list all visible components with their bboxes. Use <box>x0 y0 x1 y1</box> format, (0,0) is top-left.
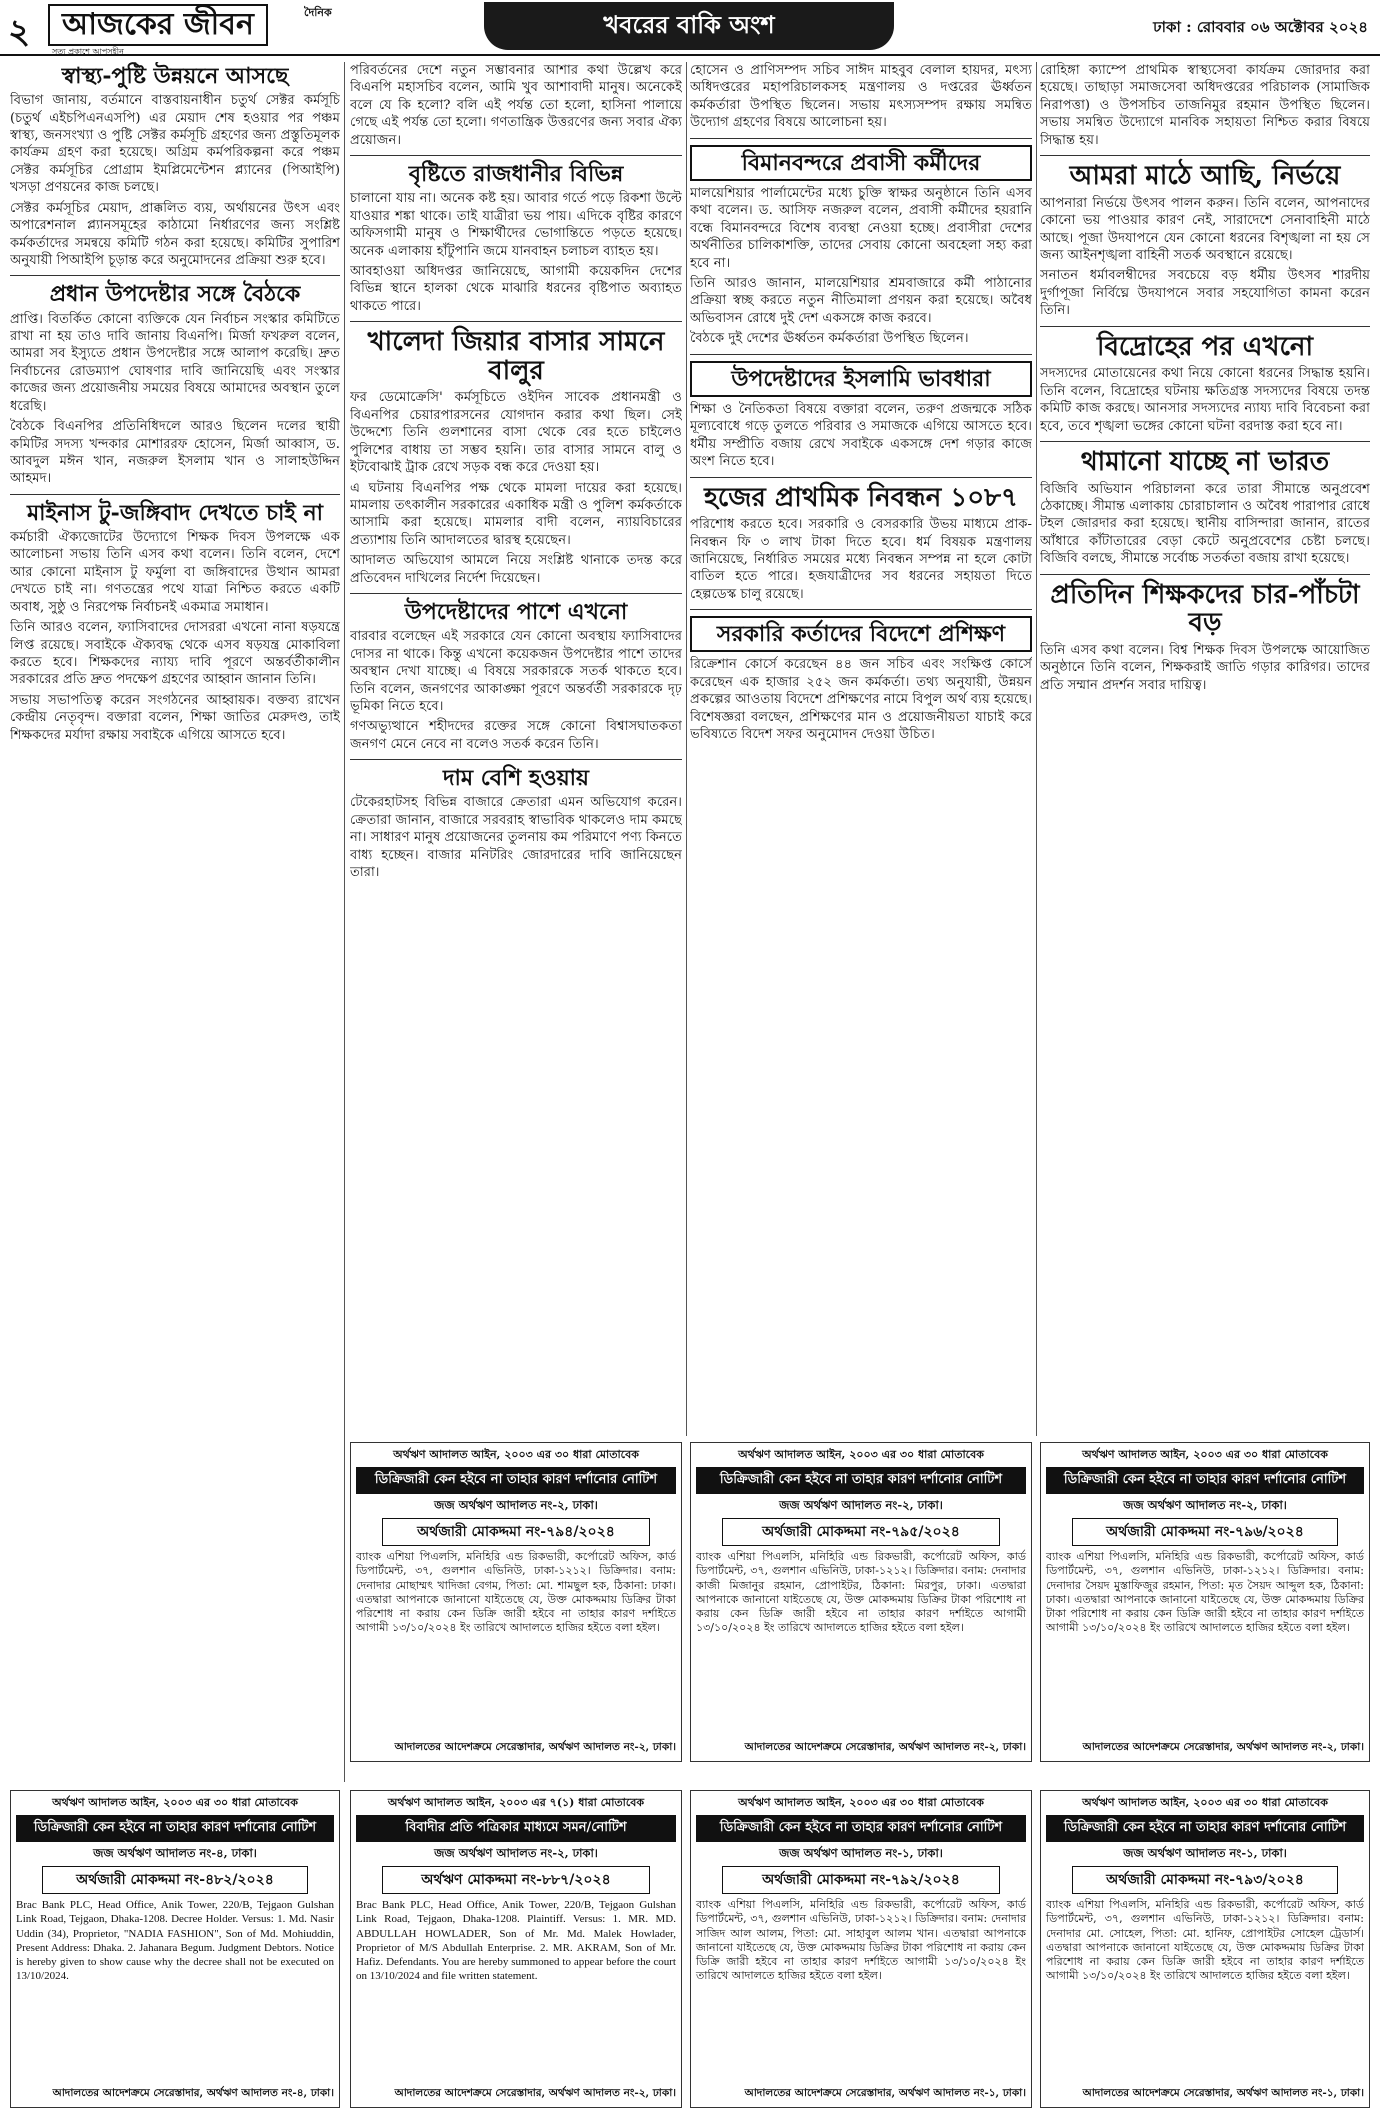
notice-case-number: অর্থজারী মোকদ্দমা নং-৭৯৩/২০২৪ <box>1072 1866 1338 1894</box>
court-notice <box>350 1790 682 2108</box>
notice-caption: অর্থঋণ আদালত আইন, ২০০৩ এর ৩০ ধারা মোতাবেক <box>52 1796 298 1809</box>
story-headline[interactable]: হজের প্রাথমিক নিবন্ধন ১০৮৭ <box>704 482 1018 513</box>
story-divider <box>690 609 1032 610</box>
notice-case-number: অর্থজারী মোকদ্দমা নং-৭৯২/২০২৪ <box>722 1866 1000 1894</box>
notice-case-number: অর্থজারী মোকদ্দমা নং-৭৯৬/২০২৪ <box>1072 1518 1338 1546</box>
news-story <box>350 766 682 881</box>
story-paragraph: আদালত অভিযোগ আমলে নিয়ে সংশ্লিষ্ট থানাকে তদন্ত করে প্রতিবেদন দাখিলের নির্দেশ দিয়েছেন। <box>350 553 682 586</box>
story-divider <box>350 759 682 760</box>
notice-court: জজ অর্থঋণ আদালত নং-১, ঢাকা। <box>1123 1846 1287 1860</box>
story-paragraph: গণঅভ্যুত্থানে শহীদদের রক্তের সঙ্গে কোনো বিশ্বাসঘাতকতা জনগণ মেনে নেবে না বলেও সতর্ক করেন তিনি। <box>350 719 682 752</box>
story-paragraph: সনাতন ধর্মাবলম্বীদের সবচেয়ে বড় ধর্মীয় উৎসব শারদীয় দুর্গাপূজা নির্বিঘ্নে উদযাপনে সবার সহযোগিতা কামনা করেন তিনি। <box>1040 268 1370 319</box>
court-notice <box>690 1442 1032 1762</box>
story-paragraph: বারবার বলেছেন এই সরকারে যেন কোনো অবস্থায় ফ্যাসিবাদের দোসর না থাকে। কিন্তু এখনো কয়েকজন উপদেষ্টার পাশে তাদের অবস্থান দেখা যাচ্ছে। এ বিষয়ে সরকারকে সতর্ক থাকতে হবে। তিনি বলেন, জনগণের আকাঙ্ক্ষা পূরণে অন্তর্বর্তী সরকারকে দৃঢ় ভূমিকা নিতে হবে। <box>350 629 682 714</box>
story-headline[interactable]: বৃষ্টিতে রাজধানীর বিভিন্ন <box>408 161 624 188</box>
notice-caption: অর্থঋণ আদালত আইন, ২০০৩ এর ৩০ ধারা মোতাবেক <box>1082 1796 1328 1809</box>
notice-court: জজ অর্থঋণ আদালত নং-২, ঢাকা। <box>779 1498 943 1512</box>
notice-body: ব্যাংক এশিয়া পিএলসি, মনিহিরি এন্ড রিকভারী, কর্পোরেট অফিস, কার্ড ডিপার্টমেন্ট, ৩৭, গুলশান এভিনিউ, ঢাকা-১২১২। ডিক্রিদার। বনাম: দেনাদার সৈয়দ মুস্তাফিজুর রহমান, পিতা: মৃত সৈয়দ আব্দুল হক, ঠিকানা: ঢাকা। এতদ্বারা আপনাকে জানানো যাইতেছে যে, উক্ত মোকদ্দমায় ডিক্রির টাকা পরিশোধ না করায় কেন ডিক্রি জারী হইবে না তাহার কারণ দর্শাইতে আগামী ১৩/১০/২০২৪ ইং তারিখে আদালতে হাজির হইতে বলা হইল। <box>1046 1550 1364 1635</box>
notice-footer: আদালতের আদেশক্রমে সেরেস্তাদার, অর্থঋণ আদালত নং-২, ঢাকা। <box>394 2087 676 2099</box>
news-story <box>690 484 1032 604</box>
story-paragraph: রোহিঙ্গা ক্যাম্পে প্রাথমিক স্বাস্থ্যসেবা কার্যক্রম জোরদার করা হয়েছে। তাছাড়া সমাজসেবা অধিদপ্তরের পরিচালক (সামাজিক নিরাপত্তা) ও উপসচিব তাজনিমুর রহমান উপস্থিত ছিলেন। সভায় সমন্বিত উদ্যোগে মানবিক সহায়তা নিশ্চিত করার বিষয়ে সিদ্ধান্ত হয়। <box>1040 63 1370 148</box>
masthead <box>0 0 1380 56</box>
tagline: সত্য প্রকাশে আপসহীন <box>52 47 124 56</box>
story-headline[interactable]: উপদেষ্টাদের ইসলামি ভাবধারা <box>690 361 1032 397</box>
notice-footer: আদালতের আদেশক্রমে সেরেস্তাদার, অর্থঋণ আদালত নং-১, ঢাকা। <box>1082 2087 1364 2099</box>
notice-body: ব্যাংক এশিয়া পিএলসি, মনিহিরি এন্ড রিকভারী, কর্পোরেট অফিস, কার্ড ডিপার্টমেন্ট, ৩৭, গুলশান এভিনিউ, ঢাকা-১২১২। ডিক্রিদার। বনাম: দেনাদার মোছাম্মৎ খাদিজা বেগম, পিতা: মো. শামছুল হক, ঠিকানা: ঢাকা। এতদ্বারা আপনাকে জানানো যাইতেছে যে, উক্ত মোকদ্দমায় ডিক্রির টাকা পরিশোধ না করায় কেন ডিক্রি জারী হইবে না তাহার কারণ দর্শাইতে আগামী ১৩/১০/২০২৪ ইং তারিখে আদালতে হাজির হইতে বলা হইল। <box>356 1550 676 1635</box>
story-headline[interactable]: প্রতিদিন শিক্ষকদের চার-পাঁচটা বড় <box>1050 579 1360 639</box>
notice-banner: ডিক্রিজারী কেন হইবে না তাহার কারণ দর্শানোর নোটিশ <box>1046 1467 1364 1494</box>
story-paragraph: আপনারা নির্ভয়ে উৎসব পালন করুন। তিনি বলেন, আপনাদের কোনো ভয় পাওয়ার কারণ নেই, সারাদেশে সেনাবাহিনী মাঠে আছে। পূজা উদযাপনে যেন কোনো ধরনের বিশৃঙ্খলা না হয় সে জন্য আইনশৃঙ্খলা বাহিনী সতর্ক অবস্থানে রয়েছে। <box>1040 195 1370 263</box>
story-headline[interactable]: উপদেষ্টাদের পাশে এখনো <box>404 599 628 626</box>
news-story <box>10 282 340 487</box>
notice-body: Brac Bank PLC, Head Office, Anik Tower, 220/B, Tejgaon Gulshan Link Road, Tejgaon, Dhaka-1208. Decree Holder. Versus: 1. Md. Nasir Uddin (34), Proprietor, "NADIA FASHION", Son of Md. Mohiuddin, Present Address: Dhaka. 2. Jahanara Begum. Judgment Debtors. Notice is hereby given to show cause why the decree shall not be executed on 13/10/2024. <box>16 1899 334 1983</box>
story-divider <box>1040 155 1370 156</box>
story-divider <box>10 275 340 276</box>
notice-banner: ডিক্রিজারী কেন হইবে না তাহার কারণ দর্শানোর নোটিশ <box>356 1467 676 1494</box>
news-column-3 <box>690 62 1032 1436</box>
story-divider <box>10 494 340 495</box>
column-rule <box>686 62 687 1436</box>
story-headline[interactable]: স্বাস্থ্য-পুষ্টি উন্নয়নে আসছে <box>61 63 289 89</box>
notice-caption: অর্থঋণ আদালত আইন, ২০০৩ এর ৩০ ধারা মোতাবেক <box>393 1448 639 1461</box>
court-notice <box>350 1442 682 1762</box>
story-divider <box>1040 441 1370 442</box>
story-headline[interactable]: আমরা মাঠে আছি, নির্ভয়ে <box>1069 161 1341 192</box>
news-story <box>690 361 1032 471</box>
notice-case-number: অর্থঋণ মোকদ্দমা নং-৮৮৭/২০২৪ <box>382 1866 650 1894</box>
story-paragraph: পরিশোধ করতে হবে। সরকারি ও বেসরকারি উভয় মাধ্যমে প্রাক-নিবন্ধন ফি ৩ লাখ টাকা দিতে হবে। ধর্ম বিষয়ক মন্ত্রণালয় জানিয়েছে, নির্ধারিত সময়ের মধ্যে নিবন্ধন সম্পন্ন না হলে কোটা বাতিল হতে পারে। হজযাত্রীদের সব ধরনের সহায়তা দিতে হেল্পডেস্ক চালু রয়েছে। <box>690 517 1032 602</box>
story-divider <box>1040 326 1370 327</box>
story-paragraph: সভায় সভাপতিত্ব করেন সংগঠনের আহ্বায়ক। বক্তব্য রাখেন কেন্দ্রীয় নেতৃবৃন্দ। বক্তারা বলেন, শিক্ষা জাতির মেরুদণ্ড, তাই শিক্ষকদের মর্যাদা রক্ষায় সবাইকে এগিয়ে আসতে হবে। <box>10 692 340 743</box>
story-headline[interactable]: খালেদা জিয়ার বাসার সামনে বালুর <box>367 327 665 386</box>
court-notice <box>1040 1442 1370 1762</box>
story-headline[interactable]: বিদ্রোহের পর এখনো <box>1097 331 1313 362</box>
notice-caption: অর্থঋণ আদালত আইন, ২০০৩ এর ৭(১) ধারা মোতাবেক <box>387 1796 645 1809</box>
story-paragraph: তিনি এসব কথা বলেন। বিশ্ব শিক্ষক দিবস উপলক্ষে আয়োজিত অনুষ্ঠানে তিনি বলেন, শিক্ষকরাই জাতি গড়ার কারিগর। তাদের প্রতি সম্মান প্রদর্শন সবার দায়িত্ব। <box>1040 642 1370 693</box>
story-paragraph: বিভাগ জানায়, বর্তমানে বাস্তবায়নাধীন চতুর্থ সেক্টর কর্মসূচি (চতুর্থ এইচপিএনএসপি) এর মেয়াদ শেষ হওয়ার পর পঞ্চম স্বাস্থ্য, জনসংখ্যা ও পুষ্টি সেক্টর কর্মসূচি গ্রহণের জন্য প্রস্তুতিমূলক কার্যক্রম গ্রহণ করা হয়েছে। অগ্রিম কর্মপরিকল্পনা করে পঞ্চম সেক্টর কর্মসূচির প্রোগ্রাম ইমপ্লিমেন্টেশন প্ল্যানের (পিআইপি) খসড়া প্রণয়নের কাজ চলছে। <box>10 93 340 196</box>
story-divider <box>690 477 1032 478</box>
news-column-4 <box>1040 62 1370 1436</box>
news-story <box>350 162 682 315</box>
notice-body: ব্যাংক এশিয়া পিএলসি, মনিহিরি এন্ড রিকভারী, কর্পোরেট অফিস, কার্ড ডিপার্টমেন্ট, ৩৭, গুলশান এভিনিউ, ঢাকা-১২১২। ডিক্রিদার। বনাম: দেনাদার সাজিদ আল আলম, পিতা: মো. সাহাবুল আলম খান। এতদ্বারা আপনাকে জানানো যাইতেছে যে, উক্ত মোকদ্দমায় ডিক্রির টাকা পরিশোধ না করায় কেন ডিক্রি জারী হইবে না তাহার কারণ দর্শাইতে আগামী ১৩/১০/২০২৪ ইং তারিখে আদালতে হাজির হইতে বলা হইল। <box>696 1898 1026 1983</box>
news-story <box>1040 448 1370 568</box>
story-paragraph: প্রাপ্তি। বিতর্কিত কোনো ব্যক্তিকে যেন নির্বাচন সংস্কার কমিটিতে রাখা না হয় তাও দাবি জানায় বিএনপি। মির্জা ফখরুল বলেন, আমরা সব ইস্যুতে প্রধান উপদেষ্টার সঙ্গে আলাপ করেছি। দ্রুত নির্বাচনের রোডম্যাপ ঘোষণার দাবি জানিয়েছি এবং সংস্কার কাজের জন্য প্রয়োজনীয় সময়ের বিষয়ে আমাদের অবস্থান তুলে ধরেছি। <box>10 311 340 414</box>
story-paragraph: পরিবর্তনের দেশে নতুন সম্ভাবনার আশার কথা উল্লেখ করে বিএনপি মহাসচিব বলেন, আমি খুব আশাবাদী মানুষ। অনেকেই বলে যে কি হলো? বলি এই পর্যন্ত তো হলো, হাসিনা পালায়ে গেছে এই পর্যন্ত তো হলো। গণতান্ত্রিক উত্তরণের জন্য সবার ঐক্য প্রয়োজন। <box>350 63 682 148</box>
notice-caption: অর্থঋণ আদালত আইন, ২০০৩ এর ৩০ ধারা মোতাবেক <box>738 1448 984 1461</box>
story-headline[interactable]: দাম বেশি হওয়ায় <box>442 765 589 792</box>
notice-footer: আদালতের আদেশক্রমে সেরেস্তাদার, অর্থঋণ আদালত নং-৪, ঢাকা। <box>52 2087 334 2099</box>
story-paragraph: হোসেন ও প্রাণিসম্পদ সচিব সাঈদ মাহবুব বেলাল হায়দর, মৎস্য অধিদপ্তরের মহাপরিচালকসহ মন্ত্রণালয় ও দপ্তরের ঊর্ধ্বতন কর্মকর্তারা উপস্থিত ছিলেন। সভায় মৎস্যসম্পদ রক্ষায় সমন্বিত উদ্যোগ গ্রহণের বিষয়ে আলোচনা হয়। <box>690 63 1032 131</box>
story-paragraph: তিনি আরও বলেন, ফ্যাসিবাদের দোসররা এখনো নানা ষড়যন্ত্রে লিপ্ত রয়েছে। সবাইকে ঐক্যবদ্ধ থেকে এসব ষড়যন্ত্র মোকাবিলা করতে হবে। শিক্ষকদের ন্যায্য দাবি পূরণে অন্তর্বর্তীকালীন সরকারের প্রতি দ্রুত পদক্ষেপ গ্রহণের আহ্বান জানান তিনি। <box>10 620 340 688</box>
news-story <box>1040 162 1370 320</box>
story-paragraph: ফর ডেমোক্রেসি' কর্মসূচিতে ওইদিন সাবেক প্রধানমন্ত্রী ও বিএনপির চেয়ারপারসনের যোগদান করার কথা ছিল। সেই উদ্দেশ্যে তিনি গুলশানের বাসা থেকে বের হতে চাইলেও পুলিশের বাধায় তা সম্ভব হয়নি। তার বাসার সামনে বালু ও ইটবোঝাই ট্রাক রেখে সড়ক বন্ধ করে দেওয়া হয়। <box>350 390 682 476</box>
notice-footer: আদালতের আদেশক্রমে সেরেস্তাদার, অর্থঋণ আদালত নং-২, ঢাকা। <box>1082 1741 1364 1753</box>
news-story <box>1040 581 1370 694</box>
court-notice <box>690 1790 1032 2108</box>
notice-body: ব্যাংক এশিয়া পিএলসি, মনিহিরি এন্ড রিকভারী, কর্পোরেট অফিস, কার্ড ডিপার্টমেন্ট, ৩৭, গুলশান এভিনিউ, ঢাকা-১২১২। ডিক্রিদার। বনাম: দেনাদার কাজী মিজানুর রহমান, প্রোপাইটর, ঠিকানা: মিরপুর, ঢাকা। এতদ্বারা আপনাকে জানানো যাইতেছে যে, উক্ত মোকদ্দমায় ডিক্রির টাকা পরিশোধ না করায় কেন ডিক্রি জারী হইবে না তাহার কারণ দর্শাইতে আগামী ১৩/১০/২০২৪ ইং তারিখে আদালতে হাজির হইতে বলা হইল। <box>696 1550 1026 1635</box>
news-story <box>350 62 682 149</box>
dateline: ঢাকা : রোববার ০৬ অক্টোবর ২০২৪ <box>1153 18 1368 36</box>
notice-banner: ডিক্রিজারী কেন হইবে না তাহার কারণ দর্শানোর নোটিশ <box>696 1815 1026 1842</box>
column-rule <box>1036 62 1037 1436</box>
story-divider <box>350 321 682 322</box>
court-notice <box>1040 1790 1370 2108</box>
notice-body: Brac Bank PLC, Head Office, Anik Tower, 220/B, Tejgaon Gulshan Link Road, Tejgaon, Dhaka-1208. Plaintiff. Versus: 1. MR. MD. ABDULLAH HOWLADER, Son of Mr. Md. Malek Howlader, Proprietor of M/S Abdullah Enterprise. 2. MR. AKRAM, Son of Mr. Hafiz. Defendants. You are hereby summoned to appear before the court on 13/10/2024 and file written statement. <box>356 1899 676 1983</box>
story-paragraph: টেকেরহাটসহ বিভিন্ন বাজারে ক্রেতারা এমন অভিযোগ করেন। ক্রেতারা জানান, বাজারে সরবরাহ স্বাভাবিক থাকলেও দাম কমছে না। সাধারণ মানুষ প্রয়োজনের তুলনায় কম পরিমাণে পণ্য কিনতে বাধ্য হচ্ছেন। বাজার মনিটরিং জোরদারের দাবি জানিয়েছেন তারা। <box>350 795 682 881</box>
story-paragraph: সেক্টর কর্মসূচির মেয়াদ, প্রাক্কলিত ব্যয়, অর্থায়নের উৎস এবং অপারেশনাল প্ল্যানসমূহের কাঠামো নির্ধারণের জন্য সংশ্লিষ্ট কর্মকর্তাদের সমন্বয়ে কমিটি গঠন করা হয়েছে। কমিটির সুপারিশ অনুযায়ী পিআইপি চূড়ান্ত করে অনুমোদনের প্রক্রিয়া শুরু হবে। <box>10 200 340 268</box>
story-headline[interactable]: থামানো যাচ্ছে না ভারত <box>1080 446 1330 477</box>
notice-case-number: অর্থজারী মোকদ্দমা নং-৭৯৫/২০২৪ <box>722 1518 1000 1546</box>
story-headline[interactable]: সরকারি কর্তাদের বিদেশে প্রশিক্ষণ <box>690 616 1032 652</box>
story-paragraph: এ ঘটনায় বিএনপির পক্ষ থেকে মামলা দায়ের করা হয়েছে। মামলায় তৎকালীন সরকারের একাধিক মন্ত্রী ও পুলিশ কর্মকর্তাকে আসামি করা হয়েছে। মামলার বাদী বলেন, ন্যায়বিচারের প্রত্যাশায় তিনি আদালতের দ্বারস্থ হয়েছেন। <box>350 480 682 548</box>
notice-case-number: অর্থজারী মোকদ্দমা নং-৭৯৪/২০২৪ <box>382 1518 650 1546</box>
notice-court: জজ অর্থঋণ আদালত নং-২, ঢাকা। <box>1123 1498 1287 1512</box>
news-story <box>690 62 1032 132</box>
story-paragraph: তিনি আরও জানান, মালয়েশিয়ার শ্রমবাজারে কর্মী পাঠানোর প্রক্রিয়া স্বচ্ছ করতে নতুন নীতিমালা প্রণয়ন করা হয়েছে। অবৈধ অভিবাসন রোধে দুই দেশ একসঙ্গে কাজ করবে। <box>690 275 1032 326</box>
logo-daily-label: দৈনিক <box>304 6 332 19</box>
story-paragraph: সদস্যদের মোতায়েনের কথা নিয়ে কোনো ধরনের সিদ্ধান্ত হয়নি। তিনি বলেন, বিদ্রোহের ঘটনায় ক্ষতিগ্রস্ত সদস্যদের বিষয়ে তদন্ত কমিটি কাজ করছে। আনসার সদস্যদের ন্যায্য দাবি বিবেচনা করা হবে, তবে শৃঙ্খলা ভঙ্গের কোনো ঘটনা বরদাস্ত করা হবে না। <box>1040 366 1370 434</box>
story-paragraph: কর্মচারী ঐক্যজোটের উদ্যোগে শিক্ষক দিবস উপলক্ষে এক আলোচনা সভায় তিনি এসব কথা বলেন। তিনি বলেন, দেশে আর কোনো মাইনাস টু ফর্মুলা বা জঙ্গিবাদের উত্থান আমরা দেখতে চাই না। গণতন্ত্রের পথে যাত্রা নিশ্চিত করতে একটি অবাধ, সুষ্ঠু ও নিরপেক্ষ নির্বাচনই একমাত্র সমাধান। <box>10 530 340 615</box>
story-paragraph: আবহাওয়া অধিদপ্তর জানিয়েছে, আগামী কয়েকদিন দেশের বিভিন্ন স্থানে হালকা থেকে মাঝারি ধরনের বৃষ্টিপাত অব্যাহত থাকতে পারে। <box>350 263 682 314</box>
news-story <box>350 328 682 587</box>
page-number: ২ <box>8 12 31 52</box>
notice-court: জজ অর্থঋণ আদালত নং-২, ঢাকা। <box>434 1846 598 1860</box>
notice-footer: আদালতের আদেশক্রমে সেরেস্তাদার, অর্থঋণ আদালত নং-২, ঢাকা। <box>744 1741 1026 1753</box>
notice-banner: ডিক্রিজারী কেন হইবে না তাহার কারণ দর্শানোর নোটিশ <box>696 1467 1026 1494</box>
story-paragraph: মালয়েশিয়ার পার্লামেন্টের মধ্যে চুক্তি স্বাক্ষর অনুষ্ঠানে তিনি এসব কথা বলেন। ড. আসিফ নজরুল বলেন, প্রবাসী কর্মীদের হয়রানি বন্ধে বিমানবন্দরে বিশেষ ব্যবস্থা নেওয়া হচ্ছে। প্রবাসীরা দেশের অর্থনীতির চালিকাশক্তি, তাদের সেবায় কোনো অবহেলা সহ্য করা হবে না। <box>690 185 1032 271</box>
newspaper-logo[interactable]: আজকের জীবন <box>48 4 268 46</box>
story-divider <box>350 593 682 594</box>
notice-banner: ডিক্রিজারী কেন হইবে না তাহার কারণ দর্শানোর নোটিশ <box>1046 1815 1364 1842</box>
story-headline[interactable]: প্রধান উপদেষ্টার সঙ্গে বৈঠকে <box>49 281 301 308</box>
court-notice <box>10 1790 340 2108</box>
story-headline[interactable]: বিমানবন্দরে প্রবাসী কর্মীদের <box>690 145 1032 181</box>
notice-court: জজ অর্থঋণ আদালত নং-৪, ঢাকা। <box>93 1846 257 1860</box>
notice-banner: ডিক্রিজারী কেন হইবে না তাহার কারণ দর্শানোর নোটিশ <box>16 1815 334 1842</box>
news-story <box>10 64 340 269</box>
news-story <box>690 145 1032 348</box>
section-title: খবরের বাকি অংশ <box>484 2 894 50</box>
story-paragraph: শিক্ষা ও নৈতিকতা বিষয়ে বক্তারা বলেন, তরুণ প্রজন্মকে সঠিক মূল্যবোধে গড়ে তুলতে পরিবার ও সমাজকে এগিয়ে আসতে হবে। ধর্মীয় সম্প্রীতি বজায় রেখে সবাইকে একসঙ্গে দেশ গড়ার কাজে অংশ নিতে হবে। <box>690 401 1032 470</box>
story-paragraph: চালানো যায় না। অনেক কষ্ট হয়। আবার গর্তে পড়ে রিকশা উল্টে যাওয়ার শঙ্কা থাকে। তাই যাত্রীরা ভয় পায়। এদিকে বৃষ্টির কারণে অফিসগামী মানুষ ও শিক্ষার্থীদের ভোগান্তিতে পড়তে হয়েছে। অনেক এলাকায় হাঁটুপানি জমে যানবাহন চলাচল ব্যাহত হয়। <box>350 191 682 259</box>
news-story <box>10 501 340 744</box>
notice-court: জজ অর্থঋণ আদালত নং-১, ঢাকা। <box>779 1846 943 1860</box>
story-divider <box>690 354 1032 355</box>
story-divider <box>690 138 1032 139</box>
news-story <box>350 600 682 753</box>
story-paragraph: বৈঠকে বিএনপির প্রতিনিধিদলে আরও ছিলেন দলের স্থায়ী কমিটির সদস্য খন্দকার মোশাররফ হোসেন, মির্জা আব্বাস, ড. আবদুল মঈন খান, নজরুল ইসলাম খান ও সালাহউদ্দিন আহমদ। <box>10 419 340 487</box>
notice-caption: অর্থঋণ আদালত আইন, ২০০৩ এর ৩০ ধারা মোতাবেক <box>1082 1448 1328 1461</box>
story-paragraph: বিজিবি অভিযান পরিচালনা করে তারা সীমান্তে অনুপ্রবেশ ঠেকাচ্ছে। সীমান্ত এলাকায় চোরাচালান ও অবৈধ পারাপার রোধে টহল জোরদার করা হয়েছে। স্থানীয় বাসিন্দারা জানান, রাতের আঁধারে কাঁটাতারের বেড়া কেটে অনুপ্রবেশের চেষ্টা চলছে। বিজিবি বলছে, সীমান্তে সর্বোচ্চ সতর্কতা বজায় রাখা হয়েছে। <box>1040 481 1370 567</box>
news-story <box>690 616 1032 743</box>
story-divider <box>1040 574 1370 575</box>
column-rule <box>344 62 345 1782</box>
notice-case-number: অর্থজারী মোকদ্দমা নং-৪৮২/২০২৪ <box>42 1866 308 1894</box>
story-headline[interactable]: মাইনাস টু-জঙ্গিবাদ দেখতে চাই না <box>26 499 324 526</box>
notice-footer: আদালতের আদেশক্রমে সেরেস্তাদার, অর্থঋণ আদালত নং-২, ঢাকা। <box>394 1741 676 1753</box>
story-paragraph: রিক্রেশান কোর্সে করেছেন ৪৪ জন সচিব এবং সংক্ষিপ্ত কোর্সে করেছেন এক হাজার ২৫২ জন কর্মকর্তা। তথ্য অনুযায়ী, উন্নয়ন প্রকল্পের আওতায় বিদেশে প্রশিক্ষণের নামে বিপুল অর্থ ব্যয় হয়েছে। বিশেষজ্ঞরা বলছেন, প্রশিক্ষণের মান ও প্রয়োজনীয়তা যাচাই করে ভবিষ্যতে বিদেশ সফর অনুমোদন দেওয়া উচিত। <box>690 657 1032 743</box>
story-paragraph: বৈঠকে দুই দেশের ঊর্ধ্বতন কর্মকর্তারা উপস্থিত ছিলেন। <box>690 331 969 347</box>
news-column-1 <box>10 62 340 1782</box>
news-column-2 <box>350 62 682 1436</box>
story-divider <box>350 155 682 156</box>
notice-court: জজ অর্থঋণ আদালত নং-২, ঢাকা। <box>434 1498 598 1512</box>
news-story <box>1040 333 1370 435</box>
news-story <box>1040 62 1370 149</box>
notice-footer: আদালতের আদেশক্রমে সেরেস্তাদার, অর্থঋণ আদালত নং-১, ঢাকা। <box>744 2087 1026 2099</box>
notice-body: ব্যাংক এশিয়া পিএলসি, মনিহিরি এন্ড রিকভারী, কর্পোরেট অফিস, কার্ড ডিপার্টমেন্ট, ৩৭, গুলশান এভিনিউ, ঢাকা-১২১২। ডিক্রিদার। বনাম: দেনাদার মো. সোহেল, পিতা: মো. হানিফ, প্রোপাইটর সোহেল ট্রেডার্স। এতদ্বারা আপনাকে জানানো যাইতেছে যে, উক্ত মোকদ্দমায় ডিক্রির টাকা পরিশোধ না করায় কেন ডিক্রি জারী হইবে না তাহার কারণ দর্শাইতে আগামী ১৩/১০/২০২৪ ইং তারিখে আদালতে হাজির হইতে বলা হইল। <box>1046 1898 1364 1983</box>
notice-banner: বিবাদীর প্রতি পত্রিকার মাধ্যমে সমন/নোটিশ <box>356 1815 676 1842</box>
notice-caption: অর্থঋণ আদালত আইন, ২০০৩ এর ৩০ ধারা মোতাবেক <box>738 1796 984 1809</box>
